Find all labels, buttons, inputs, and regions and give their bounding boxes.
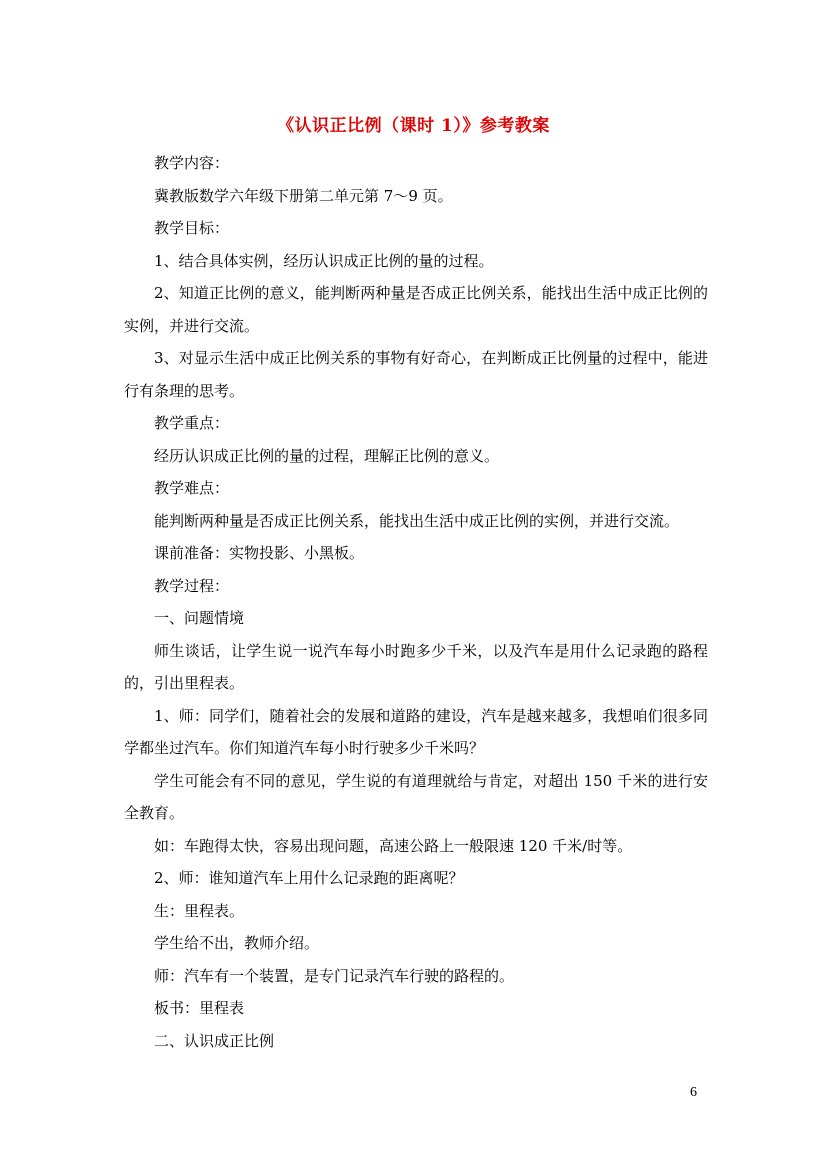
paragraph: 2、知道正比例的意义，能判断两种量是否成正比例关系，能找出生活中成正比例的实例，并进行交流。 xyxy=(124,284,708,335)
paragraph: 教学目标： xyxy=(154,219,230,237)
paragraph: 1、师：同学们，随着社会的发展和道路的建设，汽车是越来越多，我想咱们很多同学都坐过汽车。你们知道汽车每小时行驶多少千米吗？ xyxy=(124,706,708,757)
paragraph: 教学内容： xyxy=(154,154,230,172)
paragraph: 教学难点： xyxy=(154,479,230,497)
paragraph: 课前准备：实物投影、小黑板。 xyxy=(154,544,365,562)
paragraph: 2、师：谁知道汽车上用什么记录跑的距离呢？ xyxy=(154,869,464,887)
paragraph: 板书：里程表 xyxy=(154,999,245,1017)
paragraph: 生：里程表。 xyxy=(154,901,245,920)
paragraph: 能判断两种量是否成正比例关系，能找出生活中成正比例的实例，并进行交流。 xyxy=(154,511,680,530)
paragraph: 学生可能会有不同的意见，学生说的有道理就给与肯定，对超出 150 千米的进行安全教育。 xyxy=(124,771,708,822)
paragraph: 如：车跑得太快，容易出现问题，高速公路上一般限速 120 千米/时等。 xyxy=(154,836,633,855)
paragraph: 经历认识成正比例的量的过程，理解正比例的意义。 xyxy=(154,446,500,465)
paragraph: 二、认识成正比例 xyxy=(154,1031,275,1050)
page-number: 6 xyxy=(690,1085,697,1100)
paragraph: 1、结合具体实例，经历认识成正比例的量的过程。 xyxy=(154,251,494,270)
paragraph: 教学过程： xyxy=(154,576,230,595)
paragraph: 冀教版数学六年级下册第二单元第 7～9 页。 xyxy=(154,186,453,205)
paragraph: 师：汽车有一个装置，是专门记录汽车行驶的路程的。 xyxy=(154,966,515,985)
paragraph: 学生给不出，教师介绍。 xyxy=(154,934,320,952)
paragraph: 一、问题情境 xyxy=(154,609,245,627)
paragraph: 师生谈话，让学生说一说汽车每小时跑多少千米，以及汽车是用什么记录跑的路程的，引出里程表。 xyxy=(124,641,708,692)
paragraph: 教学重点： xyxy=(154,414,230,432)
document-title: 《认识正比例（课时 1）》参考教案 xyxy=(277,116,550,136)
document-body xyxy=(124,147,708,1057)
paragraph: 3、对显示生活中成正比例关系的事物有好奇心，在判断成正比例量的过程中，能进行有条理的思考。 xyxy=(124,349,708,400)
